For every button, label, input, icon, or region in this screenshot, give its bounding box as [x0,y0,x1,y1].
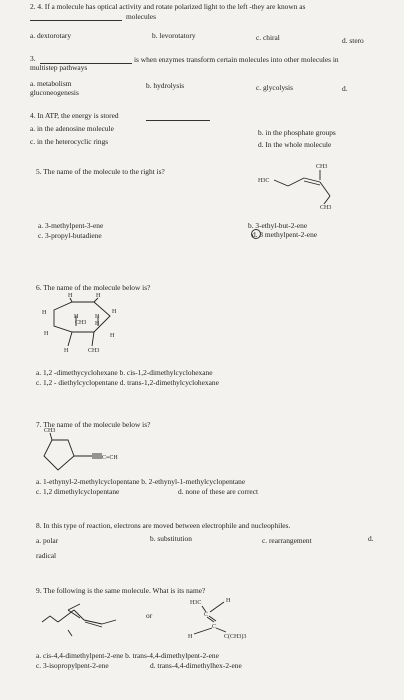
q-atp-choice-b[interactable]: b. in the phosphate groups [258,128,336,137]
q9-choice-d[interactable]: d. trans-4,4-dimethylhex-2-ene [150,661,242,670]
q5-label-ch3-bottom: CH3 [320,205,332,211]
q9-label-c1: C [204,612,209,618]
q5-choice-a[interactable]: a. 3-methylpent-3-ene [38,221,104,230]
q6-molecule [40,292,140,354]
q8-choice-b[interactable]: b. substitution [150,534,192,543]
q7-stem: 7. The name of the molecule below is? [36,420,151,429]
q9-label-tbutyl: C(CH3)3 [224,634,247,640]
q8-choice-a[interactable]: a. polar [36,536,59,545]
q9-choice-c[interactable]: c. 3-isopropylpent-2-ene [36,661,109,670]
q-atp-choice-a[interactable]: a. in the adenosine molecule [30,124,114,133]
q7-choices-ab[interactable]: a. 1-ethynyl-2-methylcyclopentane b. 2-ethynyl-1-methylcyclopentane [36,477,246,486]
q9-label-c2: C [212,624,217,630]
q-atp-blank [146,120,210,121]
q9-or: or [146,611,153,620]
q8-choice-c[interactable]: c. rearrangement [262,536,312,545]
q5-stem: 5. The name of the molecule to the right is? [36,167,165,176]
q7-label-ch3: CH3 [44,428,56,434]
q9-label-h-top: H [226,598,231,604]
qpath-number: 3. [30,54,36,63]
q7-molecule [34,426,144,478]
qpath-choice-d[interactable]: d. [342,84,348,93]
q7-choice-d[interactable]: d. none of these are correct [178,487,259,496]
q6-atom-4: H [112,309,117,315]
q6-atom-12: CH3 [88,348,100,354]
q6-atom-1: H [68,293,73,299]
qpath-choice-c[interactable]: c. glycolysis [256,83,293,92]
q-atp-stem: 4. In ATP, the energy is stored [30,111,119,120]
q7-label-ethynyl: C≡CH [102,455,118,461]
q6-atom-6: H [74,314,79,320]
q4-stem-cont: molecules [126,12,156,21]
q6-atom-11: H [64,348,69,354]
q-atp-choice-d[interactable]: d. In the whole molecule [258,140,332,149]
q9-skeletal-structure [40,600,136,640]
q6-atom-10: H [110,333,115,339]
q4-stem: 2. 4. If a molecule has optical activity and rotate polarized light to the left -they are known as [30,2,306,11]
qpath-text: is when enzymes transform certain molecules into other molecules in [134,55,339,64]
q5-choice-b[interactable]: b. 3-ethyl-but-2-ene [248,221,308,230]
q9-choices-ab[interactable]: a. cis-4,4-dimethylpent-2-ene b. trans-4,4-dimethylpent-2-ene [36,651,219,660]
q5-molecule [258,162,348,222]
qpath-choice-a-cont: gluconeogenesis [30,88,79,97]
q4-blank [30,20,122,21]
qpath-choice-a[interactable]: a. metabolism [30,79,72,88]
q5-label-ch3-top: CH3 [316,164,328,170]
qpath-choice-b[interactable]: b. hydrolysis [146,81,185,90]
q9-label-h-bottom: H [188,634,193,640]
q4-choice-b[interactable]: b. levorotatory [152,31,196,40]
q-atp-choice-c[interactable]: c. in the heterocyclic rings [30,137,109,146]
q5-choice-d[interactable]: d. 3 methylpent-2-ene [252,230,318,239]
q6-atom-2: H [96,293,101,299]
qpath-text-cont: multistep pathways [30,63,88,72]
q8-stem: 8. In this type of reaction, electrons are moved between electrophile and nucleophiles. [36,521,291,530]
q8-choice-d[interactable]: d. [368,534,374,543]
q6-atom-9: H [44,331,49,337]
q5-label-h3c: H3C [258,178,270,184]
q4-choice-d[interactable]: d. stero [342,36,364,45]
q9-condensed-structure [182,596,262,644]
q4-choice-c[interactable]: c. chiral [256,33,280,42]
q6-atom-7: H [95,314,100,320]
q6-atom-8: H [95,321,100,327]
q9-stem: 9. The following is the same molecule. What is its name? [36,586,206,595]
q4-choice-a[interactable]: a. dextorotary [30,31,72,40]
q6-choices-cd[interactable]: c. 1,2 - diethylcyclopentane d. trans-1,2-dimethylcyclohexane [36,378,219,387]
q7-choice-c[interactable]: c. 1,2 dimethylcyclopentane [36,487,120,496]
q6-choices-ab[interactable]: a. 1,2 -dimethycyclohexane b. cis-1,2-dimethylcyclohexane [36,368,213,377]
q8-choice-d-text: radical [36,551,57,560]
q6-atom-3: H [42,310,47,316]
q5-choice-c[interactable]: c. 3-propyl-butadiene [38,231,102,240]
q6-stem: 6. The name of the molecule below is? [36,283,151,292]
q9-label-h3c: H3C [190,600,202,606]
q6-atom-5: CH3 [75,320,87,326]
